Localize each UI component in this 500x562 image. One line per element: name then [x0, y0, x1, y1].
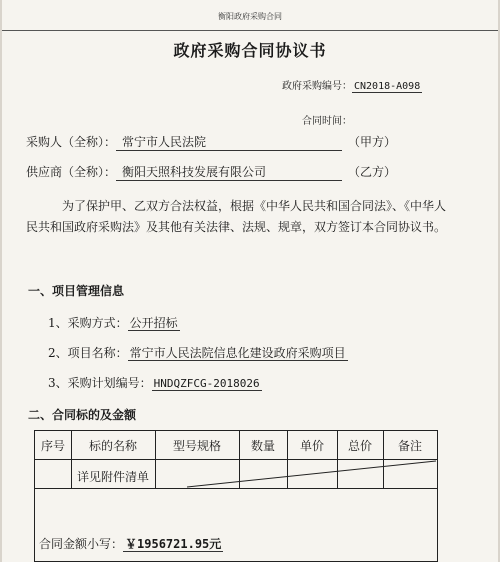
supplier-role: （乙方）: [348, 165, 397, 179]
contract-page: [2, 0, 498, 562]
project-name-label: 2、项目名称：: [48, 346, 128, 360]
plan-number-label: 3、采购计划编号：: [48, 376, 152, 390]
project-name-value: 常宁市人民法院信息化建设政府采购项目: [129, 346, 346, 360]
buyer-role: （甲方）: [348, 135, 397, 149]
supplier-label: 供应商（全称）：: [26, 165, 117, 179]
col-model-spec: 型号规格: [172, 439, 221, 453]
plan-number: [48, 374, 262, 391]
contract-amount-value: ￥1956721.95元: [125, 537, 222, 551]
contract-amount: [39, 535, 223, 552]
strike-through-line: [187, 460, 437, 488]
col-unit-price: 单价: [299, 439, 324, 453]
supplier-value: 衡阳天照科技发展有限公司: [116, 163, 342, 181]
col-index: 序号: [40, 439, 65, 453]
contract-number: [282, 77, 422, 93]
contract-items-table: [34, 430, 438, 562]
contract-amount-label: 合同金额小写：: [39, 537, 124, 551]
section-2-title: 二、合同标的及金额: [28, 408, 137, 422]
contract-number-label: 政府采购编号：: [282, 81, 352, 92]
project-name: [48, 344, 348, 361]
contract-number-value: CN2018-A098: [354, 81, 421, 92]
plan-number-value: HNDQZFCG-2018026: [153, 377, 260, 390]
contract-time: 合同时间：: [302, 116, 352, 127]
col-quantity: 数量: [250, 439, 275, 453]
col-total-price: 总价: [347, 439, 372, 453]
header-text: 衡阳政府采购合同: [218, 12, 282, 21]
procurement-method: [48, 314, 180, 331]
page-header: [2, 0, 498, 31]
col-remarks: 备注: [397, 439, 422, 453]
col-item-name: 标的名称: [88, 439, 137, 453]
procurement-method-value: 公开招标: [129, 316, 178, 330]
document-title: 政府采购合同协议书: [173, 41, 327, 60]
supplier-line: [26, 163, 396, 181]
buyer-value: 常宁市人民法院: [116, 133, 342, 151]
section-1-title: 一、项目管理信息: [28, 284, 125, 298]
table-row-text: 详见附件清单: [77, 470, 150, 484]
buyer-label: 采购人（全称）：: [26, 135, 117, 149]
intro-paragraph: 为了保护甲、乙双方合法权益，根据《中华人民共和国合同法》、《中华人民共和国政府采购法》及其他有关法律、法规、规章，双方签订本合同协议书。: [26, 199, 447, 234]
procurement-method-label: 1、采购方式：: [48, 316, 128, 330]
buyer-line: [26, 133, 396, 151]
